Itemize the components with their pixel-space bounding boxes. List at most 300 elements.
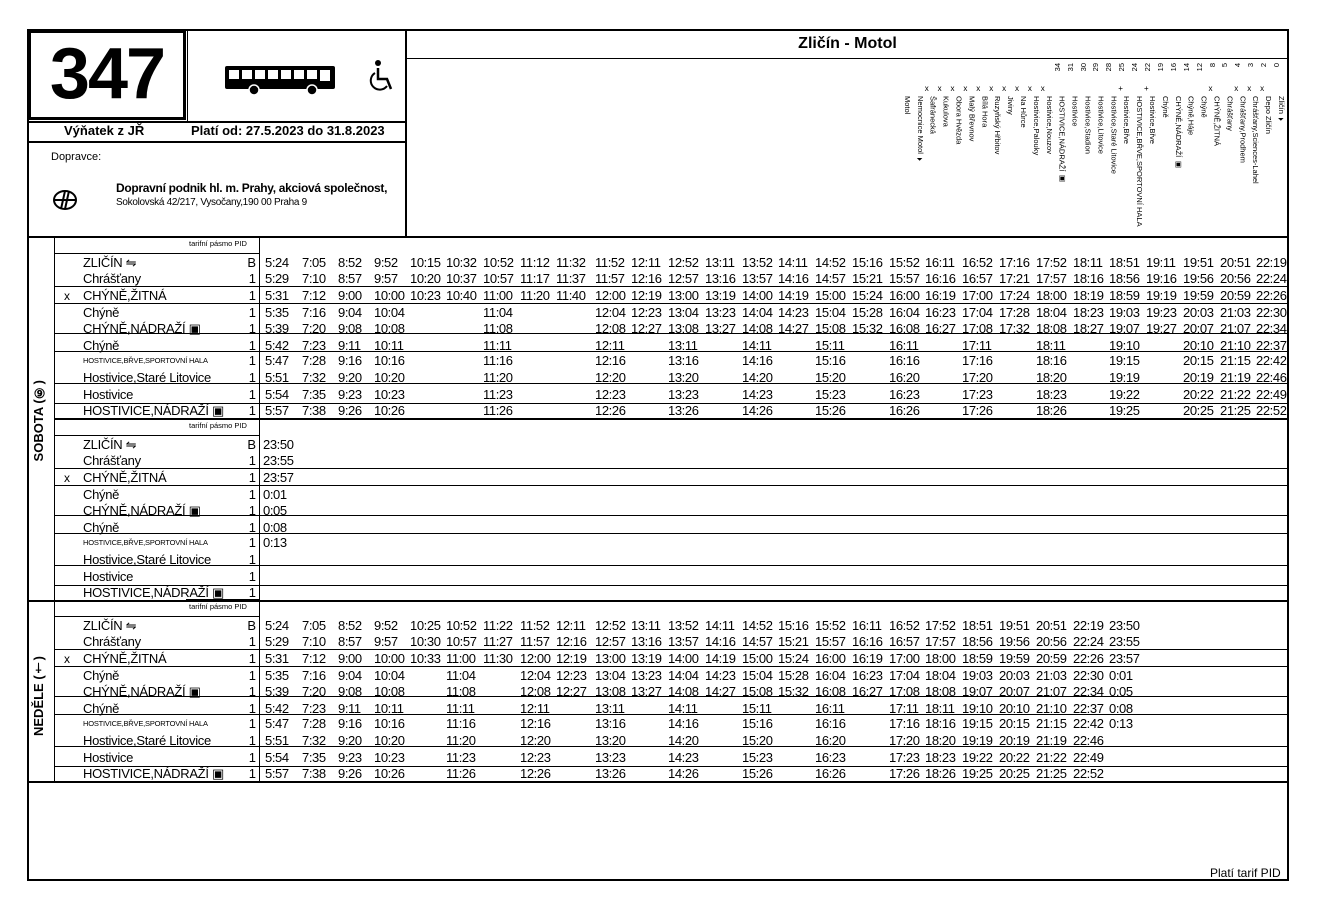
departure-time: 7:23 — [302, 701, 326, 716]
departure-time: 10:16 — [374, 353, 405, 368]
stop-name: CHÝNĚ,ŽITNÁ — [83, 288, 167, 303]
departure-time: 13:23 — [595, 750, 626, 765]
departure-time: 15:16 — [742, 716, 773, 731]
departure-time: 5:42 — [265, 701, 289, 716]
departure-time: 9:16 — [338, 716, 362, 731]
departure-time: 9:57 — [374, 634, 398, 649]
departure-time: 14:16 — [668, 716, 699, 731]
departure-time: 13:08 — [595, 684, 626, 699]
departure-time: 7:35 — [302, 750, 326, 765]
departure-time: 12:19 — [631, 288, 662, 303]
route-stop-name: Chýně — [1199, 96, 1209, 118]
departure-time: 21:07 — [1220, 321, 1251, 336]
departure-time: 17:04 — [962, 305, 993, 320]
departure-time: 19:27 — [1146, 321, 1177, 336]
departure-time: 16:11 — [889, 338, 919, 353]
departure-time: 17:21 — [999, 271, 1030, 286]
departure-time: 19:15 — [962, 716, 993, 731]
departure-time: 12:26 — [595, 403, 626, 418]
departure-time: 14:52 — [815, 255, 846, 270]
departure-time: 5:47 — [265, 716, 289, 731]
departure-time: 12:11 — [631, 255, 661, 270]
departure-time: 11:23 — [446, 750, 476, 765]
departure-time: 16:04 — [815, 668, 846, 683]
route-stop-flag: x — [1208, 84, 1213, 93]
departure-time: 18:19 — [1073, 288, 1104, 303]
route-stop-name: Depo Zličín — [1264, 96, 1274, 134]
departure-time: 15:11 — [742, 701, 772, 716]
departure-time: 18:27 — [1073, 321, 1104, 336]
departure-time: 12:52 — [595, 618, 626, 633]
route-stop-minute: 0 — [1272, 63, 1281, 68]
departure-time: 17:11 — [889, 701, 919, 716]
departure-time: 13:26 — [668, 403, 699, 418]
departure-time: 13:19 — [705, 288, 736, 303]
departure-time: 0:08 — [263, 520, 287, 535]
departure-time: 13:23 — [631, 668, 662, 683]
departure-time: 13:57 — [742, 271, 773, 286]
route-stop-flag: x — [950, 84, 955, 93]
departure-time: 12:57 — [668, 271, 699, 286]
departure-time: 12:27 — [556, 684, 587, 699]
departure-time: 15:23 — [742, 750, 773, 765]
route-stop-name: Hostivice,Břve — [1122, 96, 1132, 144]
departure-time: 13:27 — [705, 321, 736, 336]
route-stop-minute: 2 — [1259, 63, 1269, 68]
route-stop-name: CHÝNĚ,ŽITNÁ — [1212, 96, 1222, 147]
departure-time: 18:08 — [925, 684, 956, 699]
departure-time: 19:11 — [1146, 255, 1176, 270]
departure-time: 19:56 — [999, 634, 1030, 649]
stop-zone: 1 — [248, 585, 256, 600]
stop-name: HOSTIVICE,NÁDRAŽÍ ▣ — [83, 585, 224, 600]
departure-time: 19:19 — [1146, 288, 1177, 303]
departure-time: 13:23 — [668, 387, 699, 402]
departure-time: 21:03 — [1036, 668, 1067, 683]
departure-time: 18:20 — [925, 733, 956, 748]
departure-time: 20:59 — [1220, 288, 1251, 303]
route-stop-flag: x — [924, 84, 929, 93]
departure-time: 10:11 — [374, 338, 404, 353]
departure-time: 18:11 — [1073, 255, 1103, 270]
route-stop-minute: 22 — [1143, 63, 1152, 72]
departure-time: 5:31 — [265, 288, 289, 303]
departure-time: 7:32 — [302, 733, 326, 748]
departure-time: 12:11 — [595, 338, 625, 353]
departure-time: 15:20 — [815, 370, 846, 385]
departure-time: 10:00 — [374, 651, 405, 666]
departure-time: 5:35 — [265, 668, 289, 683]
departure-time: 17:00 — [962, 288, 993, 303]
excerpt-label: Výňatek z JŘ — [64, 123, 145, 138]
departure-time: 14:26 — [742, 403, 773, 418]
stop-zone: 1 — [248, 552, 256, 567]
stop-name: Chýně — [83, 668, 120, 683]
departure-time: 13:04 — [595, 668, 626, 683]
departure-time: 20:10 — [1183, 338, 1214, 353]
route-stop-name: Chýně,Háje — [1186, 96, 1196, 136]
departure-time: 12:57 — [595, 634, 626, 649]
stop-name: HOSTIVICE,NÁDRAŽÍ ▣ — [83, 403, 224, 418]
departure-time: 11:23 — [483, 387, 513, 402]
departure-time: 15:20 — [742, 733, 773, 748]
departure-time: 17:20 — [889, 733, 920, 748]
bus-icon — [224, 63, 338, 102]
stop-name: Hostivice — [83, 569, 134, 584]
departure-time: 9:23 — [338, 387, 362, 402]
departure-time: 19:56 — [1183, 271, 1214, 286]
departure-time: 11:22 — [483, 618, 513, 633]
departure-time: 8:57 — [338, 271, 362, 286]
stop-zone: 1 — [248, 338, 256, 353]
departure-time: 0:05 — [263, 503, 287, 518]
departure-time: 16:20 — [889, 370, 920, 385]
departure-time: 9:26 — [338, 766, 362, 781]
departure-time: 13:52 — [742, 255, 773, 270]
route-stop-name: Hostivice,Břve — [1148, 96, 1157, 144]
departure-time: 19:16 — [1146, 271, 1177, 286]
departure-time: 17:08 — [962, 321, 993, 336]
departure-time: 19:10 — [962, 701, 993, 716]
departure-time: 17:23 — [889, 750, 920, 765]
departure-time: 17:52 — [1036, 255, 1067, 270]
departure-time: 11:37 — [556, 271, 586, 286]
route-stop-minute: 25 — [1117, 63, 1127, 72]
stop-zone: B — [247, 437, 256, 452]
departure-time: 18:16 — [1073, 271, 1104, 286]
departure-time: 19:59 — [999, 651, 1030, 666]
departure-time: 12:04 — [520, 668, 551, 683]
departure-time: 9:11 — [338, 338, 361, 353]
departure-time: 22:49 — [1073, 750, 1104, 765]
departure-time: 10:20 — [410, 271, 441, 286]
departure-time: 10:15 — [410, 255, 441, 270]
departure-time: 11:20 — [520, 288, 550, 303]
stop-name: HOSTIVICE,BŘVE,SPORTOVNÍ HALA — [83, 356, 208, 365]
departure-time: 5:51 — [265, 733, 289, 748]
departure-time: 20:07 — [1183, 321, 1214, 336]
stop-zone: 1 — [248, 733, 256, 748]
departure-time: 19:22 — [1109, 387, 1140, 402]
departure-time: 19:07 — [962, 684, 993, 699]
departure-time: 5:47 — [265, 353, 289, 368]
stop-name: HOSTIVICE,NÁDRAŽÍ ▣ — [83, 766, 224, 781]
departure-time: 11:04 — [446, 668, 476, 683]
departure-time: 14:08 — [668, 684, 699, 699]
departure-time: 7:23 — [302, 338, 326, 353]
route-stop-minute: 3 — [1246, 63, 1256, 68]
departure-time: 17:52 — [925, 618, 956, 633]
stop-name: Hostivice,Staré Litovice — [83, 370, 211, 385]
departure-time: 17:26 — [889, 766, 920, 781]
route-stop-minute: 12 — [1194, 63, 1204, 72]
departure-time: 14:00 — [742, 288, 773, 303]
departure-time: 0:05 — [1109, 684, 1133, 699]
departure-time: 9:04 — [338, 668, 362, 683]
route-stop-flag: x — [1002, 84, 1007, 93]
stop-zone: 1 — [248, 453, 256, 468]
departure-time: 7:35 — [302, 387, 326, 402]
departure-time: 20:15 — [1183, 353, 1214, 368]
departure-time: 5:29 — [265, 271, 289, 286]
departure-time: 9:08 — [338, 684, 362, 699]
route-stop-name: Chrášťany — [1225, 96, 1235, 131]
route-stop-minute: 5 — [1220, 63, 1230, 68]
departure-time: 8:52 — [338, 255, 362, 270]
departure-time: 22:24 — [1073, 634, 1104, 649]
departure-time: 18:04 — [925, 668, 956, 683]
departure-time: 18:00 — [1036, 288, 1067, 303]
departure-time: 13:11 — [595, 701, 625, 716]
departure-time: 13:11 — [668, 338, 698, 353]
stop-name: CHÝNĚ,ŽITNÁ — [83, 651, 167, 666]
route-stop-flag: + — [1144, 84, 1149, 93]
tariff-zone-header: tarifní pásmo PID — [189, 602, 247, 611]
departure-time: 14:23 — [778, 305, 809, 320]
departure-time: 15:28 — [852, 305, 883, 320]
departure-time: 12:23 — [556, 668, 587, 683]
departure-time: 18:08 — [1036, 321, 1067, 336]
departure-time: 7:05 — [302, 618, 326, 633]
departure-time: 16:26 — [889, 403, 920, 418]
departure-time: 14:20 — [742, 370, 773, 385]
departure-time: 5:54 — [265, 750, 289, 765]
departure-time: 19:03 — [962, 668, 993, 683]
departure-time: 20:56 — [1220, 271, 1251, 286]
route-stop-flag: x — [989, 84, 994, 93]
wheelchair-icon — [367, 59, 397, 100]
departure-time: 7:32 — [302, 370, 326, 385]
stop-zone: 1 — [248, 487, 256, 502]
departure-time: 12:26 — [520, 766, 551, 781]
departure-time: 20:10 — [999, 701, 1030, 716]
departure-time: 11:08 — [483, 321, 513, 336]
departure-time: 7:28 — [302, 716, 326, 731]
route-stop-flag: x — [1027, 84, 1032, 93]
departure-time: 17:57 — [1036, 271, 1067, 286]
departure-time: 22:30 — [1256, 305, 1287, 320]
departure-time: 13:16 — [705, 271, 736, 286]
departure-time: 13:04 — [668, 305, 699, 320]
route-stop-flag: + — [1118, 84, 1123, 93]
departure-time: 22:46 — [1256, 370, 1287, 385]
departure-time: 5:51 — [265, 370, 289, 385]
departure-time: 14:23 — [742, 387, 773, 402]
stop-name: Chrášťany — [83, 634, 141, 649]
departure-time: 15:16 — [852, 255, 883, 270]
tariff-zone-header: tarifní pásmo PID — [189, 421, 247, 430]
departure-time: 15:32 — [778, 684, 809, 699]
departure-time: 13:52 — [668, 618, 699, 633]
departure-time: 23:50 — [263, 437, 294, 452]
departure-time: 16:04 — [889, 305, 920, 320]
departure-time: 12:08 — [520, 684, 551, 699]
stop-name: Hostivice — [83, 750, 134, 765]
departure-time: 7:10 — [302, 271, 326, 286]
departure-time: 21:22 — [1220, 387, 1251, 402]
departure-time: 0:08 — [1109, 701, 1133, 716]
departure-time: 7:38 — [302, 403, 326, 418]
departure-time: 20:25 — [999, 766, 1030, 781]
departure-time: 19:25 — [962, 766, 993, 781]
departure-time: 11:52 — [520, 618, 550, 633]
departure-time: 10:57 — [483, 271, 514, 286]
route-stop-minute: 28 — [1104, 63, 1114, 72]
departure-time: 12:20 — [520, 733, 551, 748]
departure-time: 21:15 — [1220, 353, 1251, 368]
stop-name: Chýně — [83, 701, 120, 716]
route-stop-name: HOSTIVICE,BŘVE,SPORTOVNÍ HALA — [1135, 96, 1145, 227]
route-stop-flag: x — [1247, 84, 1252, 93]
departure-time: 21:10 — [1036, 701, 1067, 716]
departure-time: 0:01 — [263, 487, 287, 502]
departure-time: 16:57 — [962, 271, 993, 286]
departure-time: 14:11 — [778, 255, 808, 270]
departure-time: 22:42 — [1073, 716, 1104, 731]
departure-time: 16:20 — [815, 733, 846, 748]
route-stop-name: Obora Hvězda — [954, 96, 964, 145]
departure-time: 10:57 — [446, 634, 477, 649]
departure-time: 10:16 — [374, 716, 405, 731]
departure-time: 13:26 — [595, 766, 626, 781]
footer-tariff: Platí tarif PID — [1210, 866, 1281, 880]
stop-name: Hostivice,Staré Litovice — [83, 733, 211, 748]
stop-name: Hostivice — [83, 387, 134, 402]
departure-time: 5:39 — [265, 321, 289, 336]
departure-time: 18:26 — [1036, 403, 1067, 418]
departure-time: 14:57 — [815, 271, 846, 286]
departure-time: 11:00 — [483, 288, 513, 303]
departure-time: 9:04 — [338, 305, 362, 320]
departure-time: 22:37 — [1073, 701, 1104, 716]
departure-time: 12:27 — [631, 321, 662, 336]
departure-time: 23:55 — [1109, 634, 1140, 649]
departure-time: 14:11 — [668, 701, 698, 716]
route-stop-name: Hostivice,Palouky — [1031, 96, 1041, 156]
route-stop-name: Hostivice,Staré Litovice — [1109, 96, 1119, 174]
departure-time: 13:20 — [595, 733, 626, 748]
departure-time: 16:52 — [889, 618, 920, 633]
departure-time: 8:52 — [338, 618, 362, 633]
departure-time: 19:23 — [1146, 305, 1177, 320]
stop-zone: B — [247, 618, 256, 633]
departure-time: 16:16 — [815, 716, 846, 731]
route-stop-flag: x — [1260, 84, 1265, 93]
departure-time: 17:04 — [889, 668, 920, 683]
route-stop-name: Bílá Hora — [980, 96, 990, 128]
stop-name: CHÝNĚ,NÁDRAŽÍ ▣ — [83, 503, 201, 518]
departure-time: 19:03 — [1109, 305, 1140, 320]
departure-time: 21:03 — [1220, 305, 1251, 320]
departure-time: 19:59 — [1183, 288, 1214, 303]
route-stop-minute: 34 — [1052, 63, 1062, 72]
departure-time: 10:04 — [374, 305, 405, 320]
departure-time: 14:11 — [705, 618, 735, 633]
departure-time: 10:20 — [374, 370, 405, 385]
departure-time: 21:25 — [1220, 403, 1251, 418]
departure-time: 10:30 — [410, 634, 441, 649]
route-stop-name: Nemocnice Motol ⏷ — [915, 96, 925, 165]
departure-time: 11:04 — [483, 305, 513, 320]
departure-time: 16:08 — [815, 684, 846, 699]
departure-time: 7:10 — [302, 634, 326, 649]
departure-time: 16:52 — [962, 255, 993, 270]
departure-time: 13:00 — [595, 651, 626, 666]
day-label-saturday: SOBOTA (⑥) — [31, 380, 46, 462]
departure-time: 20:22 — [999, 750, 1030, 765]
departure-time: 9:26 — [338, 403, 362, 418]
route-stop-flag: x — [1015, 84, 1019, 93]
departure-time: 23:57 — [263, 470, 294, 485]
departure-time: 18:20 — [1036, 370, 1067, 385]
departure-time: 12:11 — [556, 618, 586, 633]
departure-time: 19:10 — [1109, 338, 1140, 353]
departure-time: 17:16 — [962, 353, 993, 368]
departure-time: 10:23 — [374, 387, 405, 402]
stop-zone: 1 — [248, 387, 256, 402]
route-stop-minute: 4 — [1233, 63, 1243, 68]
departure-time: 16:27 — [925, 321, 956, 336]
route-stop-name: Chrášťany,Sciences-Lahel — [1251, 96, 1261, 184]
route-stop-flag: x — [937, 84, 942, 93]
route-stop-name: Chýně — [1160, 96, 1170, 118]
departure-time: 17:32 — [999, 321, 1030, 336]
stop-name: ZLIČÍN ⇋ — [83, 255, 137, 270]
departure-time: 11:30 — [483, 651, 513, 666]
departure-time: 15:57 — [815, 634, 846, 649]
departure-time: 18:56 — [1109, 271, 1140, 286]
departure-time: 5:24 — [265, 618, 289, 633]
departure-time: 14:52 — [742, 618, 773, 633]
route-stop-flag: x — [1234, 84, 1239, 93]
route-stop-name: Malý Břevnov — [967, 96, 977, 142]
departure-time: 13:16 — [595, 716, 626, 731]
departure-time: 16:23 — [852, 668, 883, 683]
departure-time: 11:57 — [595, 271, 625, 286]
departure-time: 22:19 — [1256, 255, 1287, 270]
route-stop-flag: x — [976, 84, 981, 93]
stop-zone: 1 — [248, 651, 256, 666]
departure-time: 9:08 — [338, 321, 362, 336]
departure-time: 18:59 — [1109, 288, 1140, 303]
route-stop-name: Jiviny — [1006, 96, 1016, 115]
stop-name: Chýně — [83, 487, 120, 502]
departure-time: 10:32 — [446, 255, 477, 270]
route-stop-flag: x — [963, 84, 968, 93]
departure-time: 13:11 — [705, 255, 735, 270]
departure-time: 19:07 — [1109, 321, 1140, 336]
departure-time: 12:08 — [595, 321, 626, 336]
departure-time: 13:08 — [668, 321, 699, 336]
departure-time: 20:07 — [999, 684, 1030, 699]
departure-time: 16:57 — [889, 634, 920, 649]
departure-time: 16:11 — [815, 701, 845, 716]
departure-time: 12:00 — [595, 288, 626, 303]
departure-time: 19:51 — [999, 618, 1030, 633]
departure-time: 10:11 — [374, 701, 404, 716]
departure-time: 16:26 — [815, 766, 846, 781]
stop-zone: 1 — [248, 634, 256, 649]
departure-time: 12:04 — [595, 305, 626, 320]
stop-zone: 1 — [248, 684, 256, 699]
valid-label: Platí od: 27.5.2023 do 31.8.2023 — [191, 123, 385, 138]
departure-time: 9:00 — [338, 288, 362, 303]
departure-time: 20:25 — [1183, 403, 1214, 418]
departure-time: 5:57 — [265, 766, 289, 781]
departure-time: 19:19 — [962, 733, 993, 748]
departure-time: 17:28 — [999, 305, 1030, 320]
stop-zone: 1 — [248, 569, 256, 584]
